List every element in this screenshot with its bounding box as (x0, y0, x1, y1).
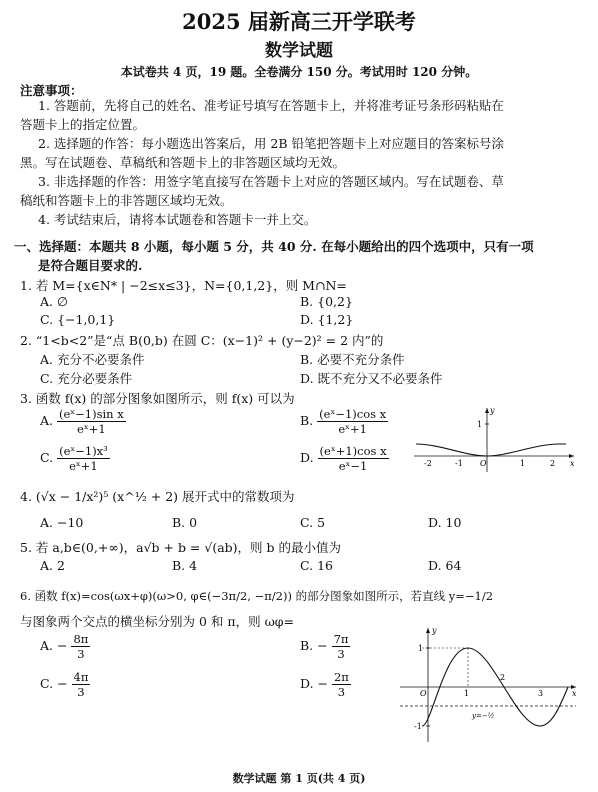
q3-b-num: (eˣ−1)cos x (319, 407, 387, 421)
q6-y-arrow-icon (426, 628, 430, 633)
q4-option-b: B. 0 (172, 515, 198, 530)
q3-d-label: D. (300, 450, 314, 465)
q6-label-origin: O (420, 689, 427, 698)
q6-stem-2: 与图象两个交点的横坐标分别为 0 和 π，则 ωφ= (20, 614, 294, 629)
q3-label-xm1: -1 (455, 459, 463, 468)
q3-b-fraction (317, 407, 388, 436)
q3-c-label: C. (40, 450, 54, 465)
q5-option-b: B. 4 (172, 558, 198, 573)
section-heading: 一、选择题：本题共 8 小题，每小题 5 分，共 40 分. 在每小题给出的四个选项中，只有一项 (14, 239, 534, 254)
q3-x-arrow-icon (569, 454, 574, 458)
q1-stem: 1. 若 M={x∈N* | −2≤x≤3}，N={0,1,2}，则 M∩N= (20, 278, 347, 293)
q3-c-fraction (57, 444, 110, 473)
q6-d-label: D. − (300, 676, 328, 691)
exam-info: 本试卷共 4 页，19 题。全卷满分 150 分。考试用时 120 分钟。 (120, 65, 478, 79)
q3-d-fraction (318, 444, 389, 473)
q6-a-den: 3 (77, 647, 85, 661)
q3-option-a (40, 407, 126, 436)
q3-a-num: (eˣ−1)sin x (59, 407, 124, 421)
page-footer: 数学试题 第 1 页(共 4 页) (232, 772, 366, 785)
q3-label-x: x (570, 459, 575, 468)
q2-stem: 2. “1<b<2”是“点 B(0,b) 在圆 C：(x−1)² + (y−2)² = 2 内”的 (20, 333, 384, 348)
q3-d-num: (eˣ+1)cos x (319, 444, 387, 458)
q3-y-arrow-icon (485, 408, 489, 413)
q1-option-d: D. {1,2} (300, 312, 354, 327)
q3-option-b (300, 407, 388, 436)
note-4: 4. 考试结束后，请将本试题卷和答题卡一并上交。 (38, 212, 317, 227)
q4-option-a: A. −10 (40, 515, 84, 530)
q2-option-a: A. 充分不必要条件 (40, 352, 145, 367)
q3-a-den: eˣ+1 (77, 422, 106, 436)
q6-a-num: 8π (73, 632, 89, 646)
q3-c-num: (eˣ−1)x³ (59, 444, 108, 458)
q6-c-fraction (72, 670, 91, 699)
note-3a: 3. 非选择题的作答：用签字笔直接写在答题卡上对应的答题区域内。写在试题卷、草 (38, 174, 504, 189)
q3-label-origin: O (480, 459, 487, 468)
q3-a-fraction (57, 407, 126, 436)
q6-b-label: B. − (300, 638, 328, 653)
q6-stem-1: 6. 函数 f(x)=cos(ωx+φ)(ω>0, φ∈(−3π/2, −π/2)) 的部分图象如图所示，若直线 y=−1/2 (20, 589, 494, 603)
q6-graph (396, 622, 582, 752)
q4-stem: 4. (√x − 1/x²)⁵ (x^½ + 2) 展开式中的常数项为 (20, 489, 295, 504)
q3-label-x1: 1 (520, 459, 526, 468)
note-2b: 黑。写在试题卷、草稿纸和答题卡上的非答题区域均无效。 (20, 155, 346, 170)
q3-b-den: eˣ+1 (338, 422, 367, 436)
note-3b: 稿纸和答题卡上的非答题区域均无效。 (20, 193, 233, 208)
q2-option-b: B. 必要不充分条件 (300, 352, 405, 367)
q1-option-b: B. {0,2} (300, 294, 353, 309)
q5-option-a: A. 2 (40, 558, 65, 573)
q6-c-label: C. − (40, 676, 68, 691)
note-1b: 答题卡上的指定位置。 (20, 117, 146, 132)
q3-label-y1: 1 (477, 420, 483, 429)
note-2a: 2. 选择题的作答：每小题选出答案后，用 2B 铅笔把答题卡上对应题目的答案标号涂 (38, 136, 504, 151)
q6-label-x: x (572, 689, 577, 698)
q6-label-x1: 1 (464, 689, 470, 698)
q3-b-label: B. (300, 413, 314, 428)
q6-d-fraction (332, 670, 351, 699)
q5-option-c: C. 16 (300, 558, 333, 573)
q3-d-den: eˣ−1 (338, 459, 368, 473)
q3-label-x2: 2 (550, 459, 556, 468)
q4-option-c: C. 5 (300, 515, 326, 530)
q2-option-d: D. 既不充分又不必要条件 (300, 371, 443, 386)
exam-subtitle: 数学试题 (265, 41, 333, 61)
q6-label-x2: 2 (500, 673, 506, 682)
q5-stem: 5. 若 a,b∈(0,+∞)，a√b + b = √(ab)，则 b 的最小值为 (20, 540, 342, 555)
q3-a-label: A. (40, 413, 54, 428)
q1-option-a: A. ∅ (40, 294, 68, 309)
q4-option-d: D. 10 (428, 515, 462, 530)
q6-b-num: 7π (333, 632, 349, 646)
notes-heading: 注意事项： (20, 83, 83, 98)
q6-label-y: y (432, 626, 437, 635)
q3-graph (410, 402, 580, 474)
q6-d-den: 3 (337, 685, 346, 699)
q6-option-a (40, 632, 90, 661)
q6-d-num: 2π (333, 670, 349, 684)
q6-c-num: 4π (73, 670, 89, 684)
q3-option-c (40, 444, 110, 473)
note-1a: 1. 答题前，先将自己的姓名、准考证号填写在答题卡上，并将准考证号条形码粘贴在 (38, 98, 504, 113)
q3-option-d (300, 444, 389, 473)
q6-b-den: 3 (337, 647, 345, 661)
q6-c-den: 3 (77, 685, 85, 699)
q6-a-label: A. − (40, 638, 68, 653)
q6-a-fraction (71, 632, 90, 661)
q6-label-x3: 3 (538, 689, 544, 698)
section-heading-2: 是符合题目要求的. (38, 258, 143, 273)
q1-option-c: C. {−1,0,1} (40, 312, 116, 327)
q3-c-den: eˣ+1 (69, 459, 98, 473)
q6-label-line: y=−½ (472, 712, 495, 720)
q5-option-d: D. 64 (428, 558, 462, 573)
q3-stem: 3. 函数 f(x) 的部分图象如图所示，则 f(x) 可以为 (20, 391, 295, 406)
q6-option-b (300, 632, 350, 661)
q3-label-xm2: -2 (424, 459, 432, 468)
q2-option-c: C. 充分必要条件 (40, 371, 133, 386)
q3-label-y: y (490, 406, 495, 415)
exam-title: 2025 届新高三开学联考 (182, 9, 416, 34)
q6-b-fraction (332, 632, 351, 661)
q6-label-ym1: -1 (414, 722, 422, 731)
q6-option-c (40, 670, 90, 699)
q6-label-y1: 1 (418, 644, 424, 653)
q3-curve (416, 444, 566, 456)
q6-option-d (300, 670, 351, 699)
